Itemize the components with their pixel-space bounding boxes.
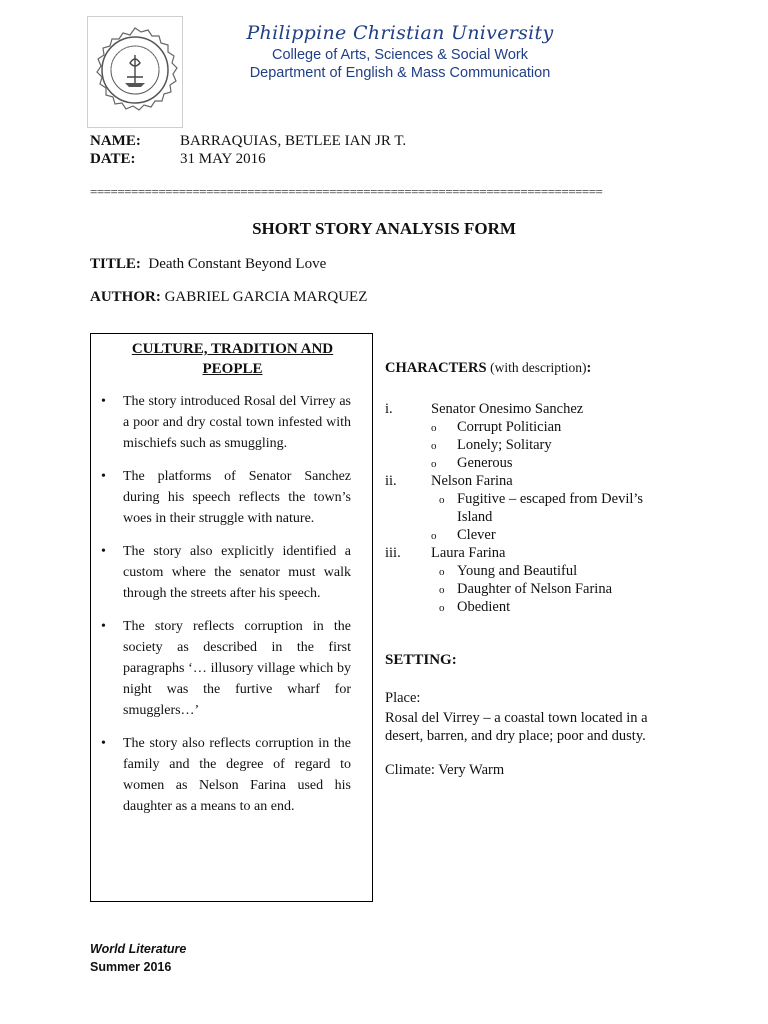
- university-seal: [87, 16, 183, 128]
- trait-item: [385, 580, 685, 598]
- characters-heading: [385, 360, 591, 377]
- trait-text: Corrupt Politician: [457, 419, 562, 435]
- characters-list: [385, 400, 685, 616]
- author-label: AUTHOR:: [90, 289, 161, 305]
- circle-bullet-icon: o: [439, 566, 445, 578]
- story-title-label: TITLE:: [90, 256, 141, 272]
- list-item: [91, 733, 374, 817]
- culture-list: [91, 391, 374, 829]
- seal-emblem-icon: [89, 25, 181, 117]
- list-item: [91, 616, 374, 721]
- characters-colon: :: [586, 360, 592, 376]
- story-title: Death Constant Beyond Love: [148, 256, 327, 272]
- trait-item: [385, 454, 685, 472]
- culture-point: The story introduced Rosal del Virrey as a poor and dry costal town infested with mischiefs such as smuggling.: [123, 394, 351, 451]
- bullet-icon: •: [101, 544, 106, 559]
- trait-item: [385, 526, 685, 544]
- culture-point: The story also reflects corruption in the family and the degree of regard to women as Nelson Farina used his daughter as a means to an end.: [123, 736, 351, 814]
- circle-bullet-icon: o: [439, 494, 445, 506]
- date-label: DATE:: [90, 151, 136, 167]
- circle-bullet-icon: o: [431, 440, 437, 452]
- trait-item: [385, 562, 685, 580]
- setting-heading: SETTING:: [385, 652, 457, 668]
- bullet-icon: •: [101, 619, 106, 634]
- bullet-icon: •: [101, 469, 106, 484]
- character-row: [385, 544, 685, 562]
- circle-bullet-icon: o: [439, 584, 445, 596]
- author-line: [90, 289, 367, 306]
- climate-text: Climate: Very Warm: [385, 762, 505, 778]
- circle-bullet-icon: o: [431, 422, 437, 434]
- culture-heading: CULTURE, TRADITION AND PEOPLE: [131, 341, 334, 377]
- date-value: 31 MAY 2016: [180, 151, 266, 167]
- bullet-icon: •: [101, 736, 106, 751]
- character-number: ii.: [385, 473, 397, 489]
- trait-text: Lonely; Solitary: [457, 437, 552, 453]
- trait-text: Obedient: [457, 599, 511, 615]
- culture-point: The platforms of Senator Sanchez during his speech reflects the town’s woes in their struggle with nature.: [123, 469, 351, 526]
- character-name: Laura Farina: [431, 545, 506, 561]
- university-name: Philippine Christian University: [246, 22, 554, 44]
- name-value: BARRAQUIAS, BETLEE IAN JR T.: [180, 133, 407, 149]
- bullet-icon: •: [101, 394, 106, 409]
- character-name: Nelson Farina: [431, 473, 513, 489]
- form-title: SHORT STORY ANALYSIS FORM: [252, 219, 516, 238]
- trait-text: Fugitive – escaped from Devil’s Island: [457, 491, 644, 525]
- characters-label: CHARACTERS: [385, 360, 487, 376]
- character-row: [385, 400, 685, 418]
- place-label: Place:: [385, 690, 421, 706]
- college-name: College of Arts, Sciences & Social Work: [271, 47, 528, 63]
- separator-line: ===========================================================================: [90, 184, 603, 199]
- footer-term: Summer 2016: [90, 960, 172, 974]
- circle-bullet-icon: o: [439, 602, 445, 614]
- trait-text: Young and Beautiful: [457, 563, 578, 579]
- list-item: [91, 466, 374, 529]
- culture-point: The story also explicitly identified a custom where the senator must walk through the streets after his speech.: [123, 544, 351, 601]
- department-name: Department of English & Mass Communication: [249, 65, 551, 81]
- trait-item: [385, 490, 685, 526]
- character-row: [385, 472, 685, 490]
- trait-item: [385, 418, 685, 436]
- culture-box: [90, 333, 373, 902]
- author-name: GABRIEL GARCIA MARQUEZ: [164, 289, 368, 305]
- footer-course: World Literature: [90, 942, 187, 956]
- character-number: iii.: [385, 545, 401, 561]
- trait-item: [385, 436, 685, 454]
- circle-bullet-icon: o: [431, 530, 437, 542]
- character-name: Senator Onesimo Sanchez: [431, 401, 584, 417]
- list-item: [91, 391, 374, 454]
- trait-text: Daughter of Nelson Farina: [457, 581, 613, 597]
- characters-note: (with description): [490, 360, 587, 375]
- character-number: i.: [385, 401, 393, 417]
- circle-bullet-icon: o: [431, 458, 437, 470]
- story-title-line: [90, 256, 326, 273]
- place-description: Rosal del Virrey – a coastal town located in a desert, barren, and dry place; poor and dusty.: [385, 710, 648, 744]
- trait-text: Clever: [457, 527, 496, 543]
- name-label: NAME:: [90, 133, 141, 149]
- trait-text: Generous: [457, 455, 513, 471]
- culture-point: The story reflects corruption in the society as described in the first paragraphs ‘… illusory village which by night was the furtive wharf for smugglers…’: [123, 619, 351, 718]
- list-item: [91, 541, 374, 604]
- trait-item: [385, 598, 685, 616]
